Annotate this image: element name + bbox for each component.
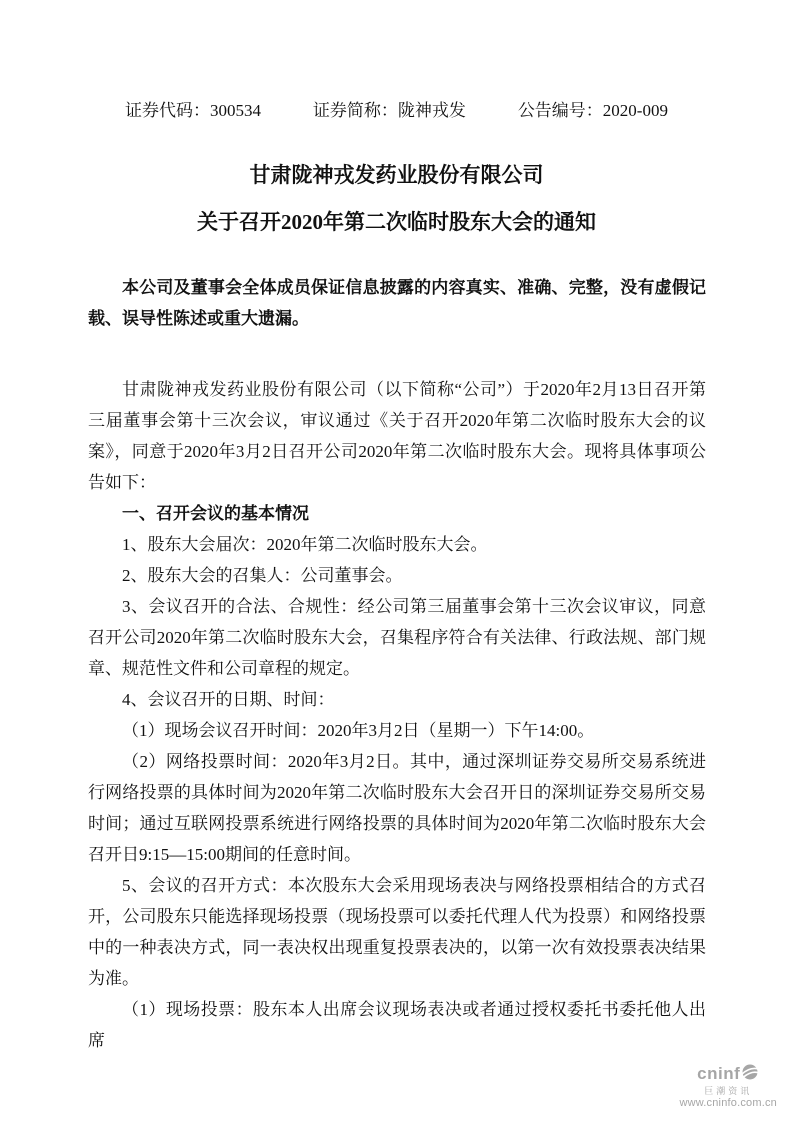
company-name-title: 甘肃陇神戎发药业股份有限公司 <box>249 163 544 187</box>
disclaimer-paragraph: 本公司及董事会全体成员保证信息披露的内容真实、准确、完整，没有虚假记载、误导性陈述或重大遗漏。 <box>88 278 706 328</box>
cninfo-chinese-name: 巨潮资讯 <box>704 1086 753 1097</box>
item-5-meeting-method: 5、会议的召开方式：本次股东大会采用现场表决与网络投票相结合的方式召开，公司股东只能选择现场投票（现场投票可以委托代理人代为投票）和网络投票中的一种表决方式，同一表决权出现重复投票表决的，以第一次有效投票表决结果为准。 <box>88 876 706 988</box>
document-body <box>88 272 706 1056</box>
document-title <box>0 152 793 246</box>
item-4-1-onsite-meeting-time: （1）现场会议召开时间：2020年3月2日（星期一）下午14:00。 <box>122 721 595 740</box>
item-4-date-time: 4、会议召开的日期、时间： <box>122 690 335 709</box>
item-3-legality: 3、会议召开的合法、合规性：经公司第三届董事会第十三次会议审议，同意召开公司2020年第二次临时股东大会，召集程序符合有关法律、行政法规、部门规章、规范性文件和公司章程的规定。 <box>88 597 706 678</box>
notice-subject-title: 关于召开2020年第二次临时股东大会的通知 <box>197 210 596 234</box>
cninfo-logo-row <box>679 1063 777 1086</box>
stock-name-label: 证券简称：陇神戎发 <box>312 101 466 120</box>
section-1-heading: 一、召开会议的基本情况 <box>122 504 309 523</box>
cninfo-url: www.cninfo.com.cn <box>679 1096 777 1109</box>
cninfo-logo-text: cninf <box>697 1064 741 1084</box>
cninfo-watermark <box>679 1063 777 1110</box>
cninfo-swirl-icon <box>741 1063 759 1086</box>
item-4-2-online-voting-time: （2）网络投票时间：2020年3月2日。其中，通过深圳证券交易所交易系统进行网络投票的具体时间为2020年第二次临时股东大会召开日的深圳证券交易所交易时间；通过互联网投票系统进行网络投票的具体时间为2020年第二次临时股东大会召开日9:15—15:00期间的任意时间。 <box>88 752 706 864</box>
intro-paragraph: 甘肃陇神戎发药业股份有限公司（以下简称“公司”）于2020年2月13日召开第三届董事会第十三次会议，审议通过《关于召开2020年第二次临时股东大会的议案》，同意于2020年3月2日召开公司2020年第二次临时股东大会。现将具体事项公告如下： <box>88 380 706 492</box>
item-5-1-onsite-voting: （1）现场投票：股东本人出席会议现场表决或者通过授权委托书委托他人出席 <box>88 1000 706 1050</box>
item-2-convener: 2、股东大会的召集人：公司董事会。 <box>122 566 403 585</box>
stock-code-label: 证券代码：300534 <box>125 101 261 120</box>
announcement-number-label: 公告编号：2020-009 <box>517 101 668 120</box>
document-header <box>125 96 668 121</box>
item-1-meeting-session: 1、股东大会届次：2020年第二次临时股东大会。 <box>122 535 488 554</box>
